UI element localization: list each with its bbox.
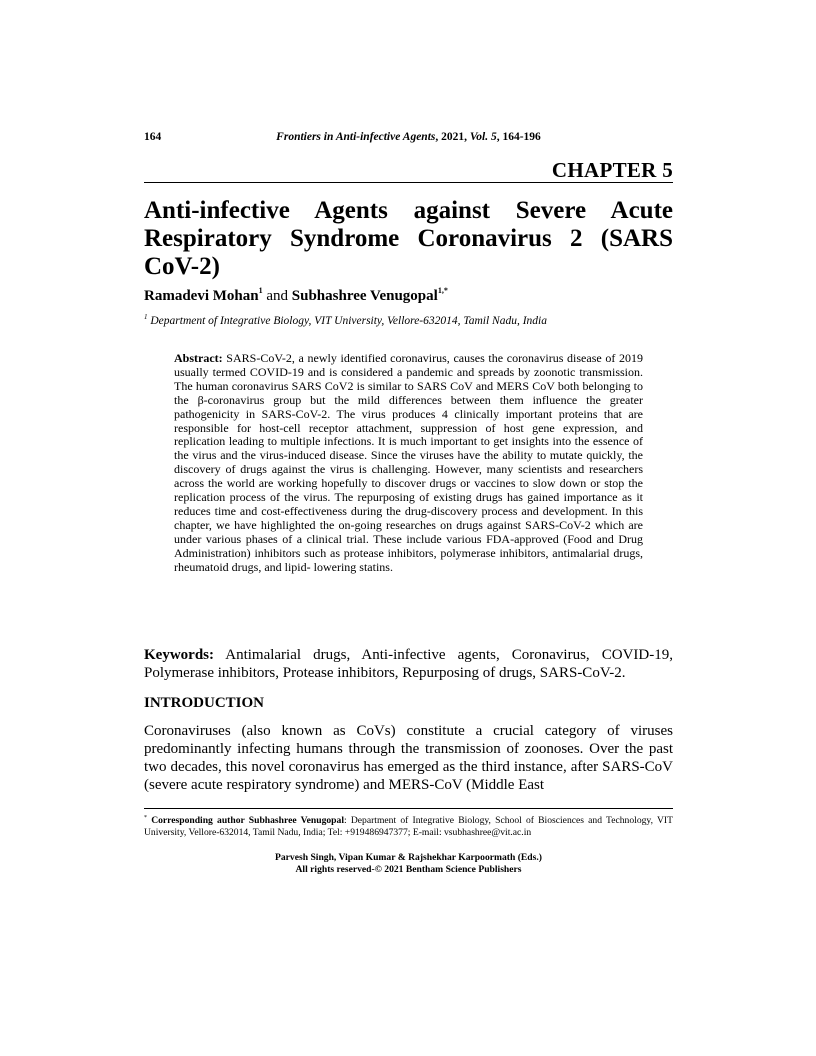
chapter-label: CHAPTER 5 — [551, 158, 673, 182]
journal-year: , 2021, — [435, 131, 470, 143]
keywords-label: Keywords: — [144, 647, 214, 663]
author-1-affiliation-mark: 1 — [258, 286, 263, 295]
editors-line: Parvesh Singh, Vipan Kumar & Rajshekhar Karpoormath (Eds.) — [275, 852, 542, 863]
journal-citation — [144, 131, 673, 143]
chapter-title: Anti-infective Agents against Severe Acute Respiratory Syndrome Coronavirus 2 (SARS CoV-2) — [144, 197, 673, 280]
abstract-text: SARS-CoV-2, a newly identified coronavirus, causes the coronavirus disease of 2019 usually termed COVID-19 and is considered a pandemic and spreads by zoonotic transmission. The human coronavirus SARS CoV2 is similar to SARS CoV and MERS CoV both belonging to the β-coronavirus group but the mild differences between them influence the greater pathogenicity in SARS-CoV-2. The virus produces 4 clinically important proteins that are responsible for host-cell receptor attachment, suppression of host gene expression, and replication leading to multiple infections. It is much important to get insights into the essence of the virus and the virus-induced disease. Since the viruses have the ability to mutate quickly, the discovery of drugs against the virus is challenging. However, many scientists and researchers across the world are working hopefully to discover drugs or vaccines to slow down or stop the replication process of the virus. The repurposing of existing drugs has gained importance as it reduces time and cost-effectiveness during the drug-discovery process and development. In this chapter, we have highlighted the on-going researches on drugs against SARS-CoV-2 which are under various phases of a clinical trial. These include various FDA-approved (Food and Drug Administration) inhibitors such as protease inhibitors, polymerase inhibitors, antimalarial drugs, rheumatoid drugs, and lipid- lowering statins. — [174, 351, 643, 574]
author-conjunction: and — [262, 288, 292, 304]
keywords — [144, 646, 673, 682]
keywords-text: Antimalarial drugs, Anti-infective agents, Coronavirus, COVID-19, Polymerase inhibitors, Protease inhibitors, Repurposing of drugs, SARS-CoV-2. — [144, 647, 673, 681]
introduction-paragraph: Coronaviruses (also known as CoVs) constitute a crucial category of viruses predominantly infecting humans through the transmission of zoonoses. Over the past two decades, this novel coronavirus has emerged as the third instance, after SARS-CoV (severe acute respiratory syndrome) and MERS-CoV (Middle East — [144, 723, 673, 793]
footnote-label: Corresponding author Subhashree Venugopal — [147, 815, 344, 827]
publisher-info — [144, 852, 673, 875]
author-2: Subhashree Venugopal — [291, 288, 438, 304]
footnote — [144, 813, 673, 838]
abstract — [174, 352, 643, 575]
author-1: Ramadevi Mohan — [144, 288, 259, 304]
affiliation-mark: 1 — [144, 313, 148, 321]
chapter-divider — [144, 182, 673, 183]
footnote-text: : Department of Integrative Biology, School of Biosciences and Technology, VIT University, Vellore-632014, Tamil Nadu, India; Tel: +919486947377; E-mail: vsubhashree@vit.ac.in — [144, 815, 673, 838]
section-heading-introduction: INTRODUCTION — [144, 695, 265, 711]
journal-volume: Vol. 5 — [469, 131, 497, 143]
footnote-mark: * — [144, 815, 147, 821]
affiliation — [144, 313, 547, 327]
rights-line: All rights reserved-© 2021 Bentham Science Publishers — [295, 863, 522, 875]
page-number: 164 — [144, 131, 162, 143]
affiliation-text: Department of Integrative Biology, VIT University, Vellore-632014, Tamil Nadu, India — [147, 314, 547, 327]
footnote-divider — [144, 808, 673, 809]
author-2-affiliation-mark: 1,* — [437, 286, 448, 295]
journal-pages: , 164-196 — [496, 131, 541, 143]
abstract-label: Abstract: — [174, 351, 223, 365]
journal-title: Frontiers in Anti-infective Agents — [276, 131, 436, 143]
author-line — [144, 288, 448, 305]
